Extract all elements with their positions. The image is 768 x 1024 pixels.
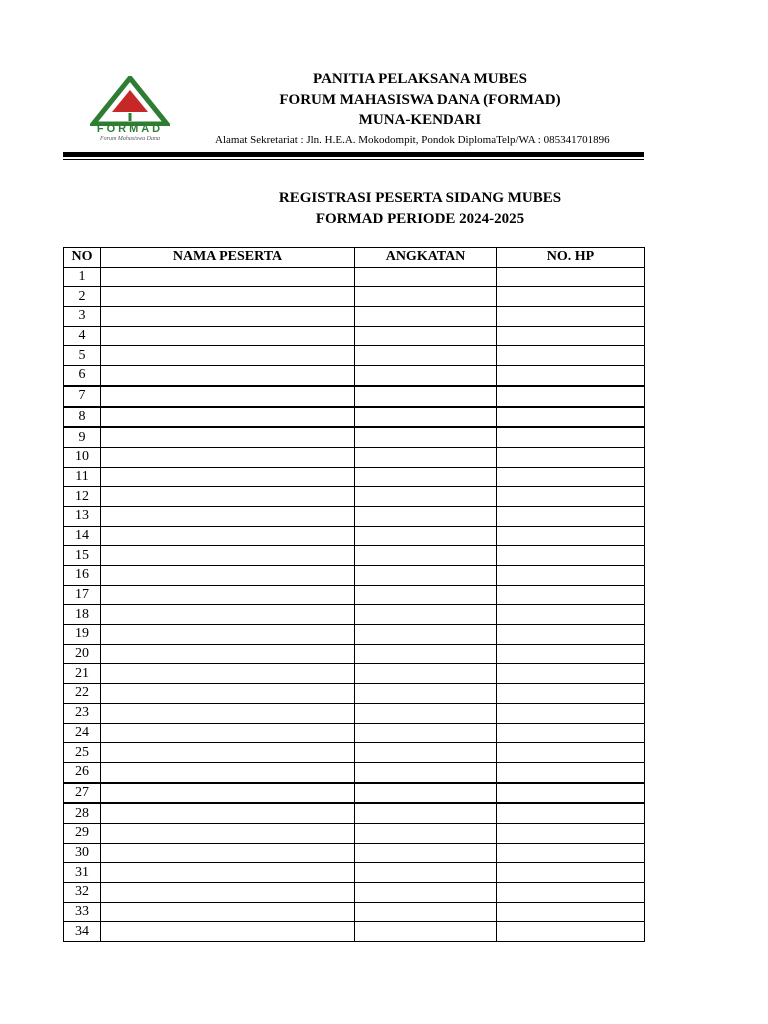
batch-cell[interactable]: [355, 644, 497, 664]
phone-cell[interactable]: [497, 803, 645, 823]
row-number: 32: [64, 883, 101, 903]
row-number: 14: [64, 526, 101, 546]
table-row: [64, 585, 645, 605]
name-cell[interactable]: [101, 823, 355, 843]
batch-cell[interactable]: [355, 863, 497, 883]
row-number: 6: [64, 366, 101, 386]
header-divider-thin: [63, 159, 644, 160]
row-number: 27: [64, 783, 101, 804]
row-number: 24: [64, 723, 101, 743]
phone-cell[interactable]: [497, 743, 645, 763]
batch-cell[interactable]: [355, 684, 497, 704]
batch-cell[interactable]: [355, 625, 497, 645]
table-row: [64, 743, 645, 763]
batch-cell[interactable]: [355, 762, 497, 782]
batch-cell[interactable]: [355, 526, 497, 546]
name-cell[interactable]: [101, 605, 355, 625]
batch-cell[interactable]: [355, 267, 497, 287]
table-row: [64, 407, 645, 428]
row-number: 23: [64, 703, 101, 723]
name-cell[interactable]: [101, 803, 355, 823]
phone-cell[interactable]: [497, 447, 645, 467]
phone-cell[interactable]: [497, 386, 645, 407]
phone-cell[interactable]: [497, 863, 645, 883]
row-number: 31: [64, 863, 101, 883]
phone-cell[interactable]: [497, 467, 645, 487]
table-row: [64, 625, 645, 645]
table-row: [64, 843, 645, 863]
row-number: 3: [64, 307, 101, 327]
phone-cell[interactable]: [497, 783, 645, 804]
batch-cell[interactable]: [355, 703, 497, 723]
formad-logo: [90, 76, 170, 148]
table-row: [64, 427, 645, 447]
table-body: [64, 267, 645, 941]
table-row: [64, 684, 645, 704]
row-number: 5: [64, 346, 101, 366]
header-organization: FORUM MAHASISWA DANA (FORMAD): [279, 92, 561, 108]
name-cell[interactable]: [101, 743, 355, 763]
table-row: [64, 447, 645, 467]
name-cell[interactable]: [101, 467, 355, 487]
table-row: [64, 605, 645, 625]
batch-cell[interactable]: [355, 566, 497, 586]
name-cell[interactable]: [101, 386, 355, 407]
triangle-emblem-icon: [90, 76, 170, 126]
phone-cell[interactable]: [497, 922, 645, 942]
row-number: 12: [64, 487, 101, 507]
table-row: [64, 546, 645, 566]
row-number: 28: [64, 803, 101, 823]
table-row: [64, 386, 645, 407]
phone-cell[interactable]: [497, 287, 645, 307]
batch-cell[interactable]: [355, 803, 497, 823]
header-divider-thick: [63, 152, 644, 157]
batch-cell[interactable]: [355, 427, 497, 447]
name-cell[interactable]: [101, 506, 355, 526]
table-row: [64, 467, 645, 487]
row-number: 13: [64, 506, 101, 526]
document-title: REGISTRASI PESERTA SIDANG MUBES: [278, 190, 562, 206]
phone-cell[interactable]: [497, 267, 645, 287]
row-number: 8: [64, 407, 101, 428]
name-cell[interactable]: [101, 863, 355, 883]
batch-cell[interactable]: [355, 467, 497, 487]
name-cell[interactable]: [101, 526, 355, 546]
table-row: [64, 723, 645, 743]
row-number: 10: [64, 447, 101, 467]
row-number: 22: [64, 684, 101, 704]
name-cell[interactable]: [101, 267, 355, 287]
phone-cell[interactable]: [497, 664, 645, 684]
document-subtitle: FORMAD PERIODE 2024-2025: [315, 211, 525, 227]
row-number: 20: [64, 644, 101, 664]
name-cell[interactable]: [101, 723, 355, 743]
name-cell[interactable]: [101, 843, 355, 863]
name-cell[interactable]: [101, 447, 355, 467]
table-row: [64, 526, 645, 546]
row-number: 1: [64, 267, 101, 287]
table-row: [64, 287, 645, 307]
table-row: [64, 823, 645, 843]
header-address: Alamat Sekretariat : Jln. H.E.A. Mokodompit, Pondok DiplomaTelp/WA : 085341701896: [215, 134, 610, 146]
col-header-name: NAMA PESERTA: [101, 248, 355, 268]
row-number: 4: [64, 326, 101, 346]
batch-cell[interactable]: [355, 287, 497, 307]
table-row: [64, 902, 645, 922]
row-number: 25: [64, 743, 101, 763]
row-number: 19: [64, 625, 101, 645]
col-header-batch: ANGKATAN: [355, 248, 497, 268]
name-cell[interactable]: [101, 427, 355, 447]
phone-cell[interactable]: [497, 307, 645, 327]
phone-cell[interactable]: [497, 566, 645, 586]
phone-cell[interactable]: [497, 723, 645, 743]
table-row: [64, 803, 645, 823]
name-cell[interactable]: [101, 644, 355, 664]
name-cell[interactable]: [101, 546, 355, 566]
table-row: [64, 762, 645, 782]
name-cell[interactable]: [101, 762, 355, 782]
row-number: 15: [64, 546, 101, 566]
batch-cell[interactable]: [355, 605, 497, 625]
table-row: [64, 883, 645, 903]
phone-cell[interactable]: [497, 326, 645, 346]
logo-wordmark: FORMAD: [96, 123, 164, 135]
name-cell[interactable]: [101, 783, 355, 804]
batch-cell[interactable]: [355, 447, 497, 467]
batch-cell[interactable]: [355, 902, 497, 922]
table-row: [64, 366, 645, 386]
row-number: 33: [64, 902, 101, 922]
header-committee: PANITIA PELAKSANA MUBES: [313, 71, 527, 87]
phone-cell[interactable]: [497, 546, 645, 566]
row-number: 7: [64, 386, 101, 407]
name-cell[interactable]: [101, 922, 355, 942]
registration-table: [63, 247, 645, 942]
name-cell[interactable]: [101, 487, 355, 507]
name-cell[interactable]: [101, 625, 355, 645]
batch-cell[interactable]: [355, 585, 497, 605]
phone-cell[interactable]: [497, 823, 645, 843]
phone-cell[interactable]: [497, 506, 645, 526]
row-number: 17: [64, 585, 101, 605]
batch-cell[interactable]: [355, 843, 497, 863]
row-number: 29: [64, 823, 101, 843]
header-location: MUNA-KENDARI: [358, 112, 482, 128]
phone-cell[interactable]: [497, 605, 645, 625]
row-number: 21: [64, 664, 101, 684]
table-row: [64, 506, 645, 526]
name-cell[interactable]: [101, 326, 355, 346]
row-number: 11: [64, 467, 101, 487]
table-row: [64, 346, 645, 366]
name-cell[interactable]: [101, 902, 355, 922]
name-cell[interactable]: [101, 684, 355, 704]
batch-cell[interactable]: [355, 922, 497, 942]
table-header-row: [64, 248, 645, 268]
phone-cell[interactable]: [497, 883, 645, 903]
name-cell[interactable]: [101, 366, 355, 386]
batch-cell[interactable]: [355, 743, 497, 763]
table-row: [64, 566, 645, 586]
phone-cell[interactable]: [497, 762, 645, 782]
name-cell[interactable]: [101, 287, 355, 307]
phone-cell[interactable]: [497, 684, 645, 704]
row-number: 34: [64, 922, 101, 942]
batch-cell[interactable]: [355, 783, 497, 804]
phone-cell[interactable]: [497, 366, 645, 386]
name-cell[interactable]: [101, 307, 355, 327]
batch-cell[interactable]: [355, 366, 497, 386]
row-number: 18: [64, 605, 101, 625]
batch-cell[interactable]: [355, 546, 497, 566]
phone-cell[interactable]: [497, 487, 645, 507]
phone-cell[interactable]: [497, 644, 645, 664]
row-number: 26: [64, 762, 101, 782]
phone-cell[interactable]: [497, 703, 645, 723]
name-cell[interactable]: [101, 566, 355, 586]
table-row: [64, 703, 645, 723]
phone-cell[interactable]: [497, 407, 645, 428]
table-row: [64, 307, 645, 327]
name-cell[interactable]: [101, 407, 355, 428]
batch-cell[interactable]: [355, 407, 497, 428]
name-cell[interactable]: [101, 585, 355, 605]
table-row: [64, 783, 645, 804]
table-row: [64, 267, 645, 287]
batch-cell[interactable]: [355, 346, 497, 366]
table-row: [64, 644, 645, 664]
phone-cell[interactable]: [497, 585, 645, 605]
logo-tagline: Forum Mahasiswa Dana: [99, 136, 160, 142]
table-row: [64, 326, 645, 346]
batch-cell[interactable]: [355, 664, 497, 684]
batch-cell[interactable]: [355, 723, 497, 743]
table-row: [64, 922, 645, 942]
name-cell[interactable]: [101, 883, 355, 903]
batch-cell[interactable]: [355, 883, 497, 903]
table-row: [64, 664, 645, 684]
col-header-no: NO: [64, 248, 101, 268]
name-cell[interactable]: [101, 346, 355, 366]
batch-cell[interactable]: [355, 823, 497, 843]
row-number: 30: [64, 843, 101, 863]
batch-cell[interactable]: [355, 386, 497, 407]
row-number: 16: [64, 566, 101, 586]
batch-cell[interactable]: [355, 307, 497, 327]
table-row: [64, 863, 645, 883]
name-cell[interactable]: [101, 703, 355, 723]
col-header-phone: NO. HP: [497, 248, 645, 268]
batch-cell[interactable]: [355, 487, 497, 507]
row-number: 9: [64, 427, 101, 447]
phone-cell[interactable]: [497, 843, 645, 863]
name-cell[interactable]: [101, 664, 355, 684]
row-number: 2: [64, 287, 101, 307]
batch-cell[interactable]: [355, 326, 497, 346]
phone-cell[interactable]: [497, 346, 645, 366]
phone-cell[interactable]: [497, 427, 645, 447]
batch-cell[interactable]: [355, 506, 497, 526]
phone-cell[interactable]: [497, 526, 645, 546]
table-row: [64, 487, 645, 507]
phone-cell[interactable]: [497, 625, 645, 645]
phone-cell[interactable]: [497, 902, 645, 922]
